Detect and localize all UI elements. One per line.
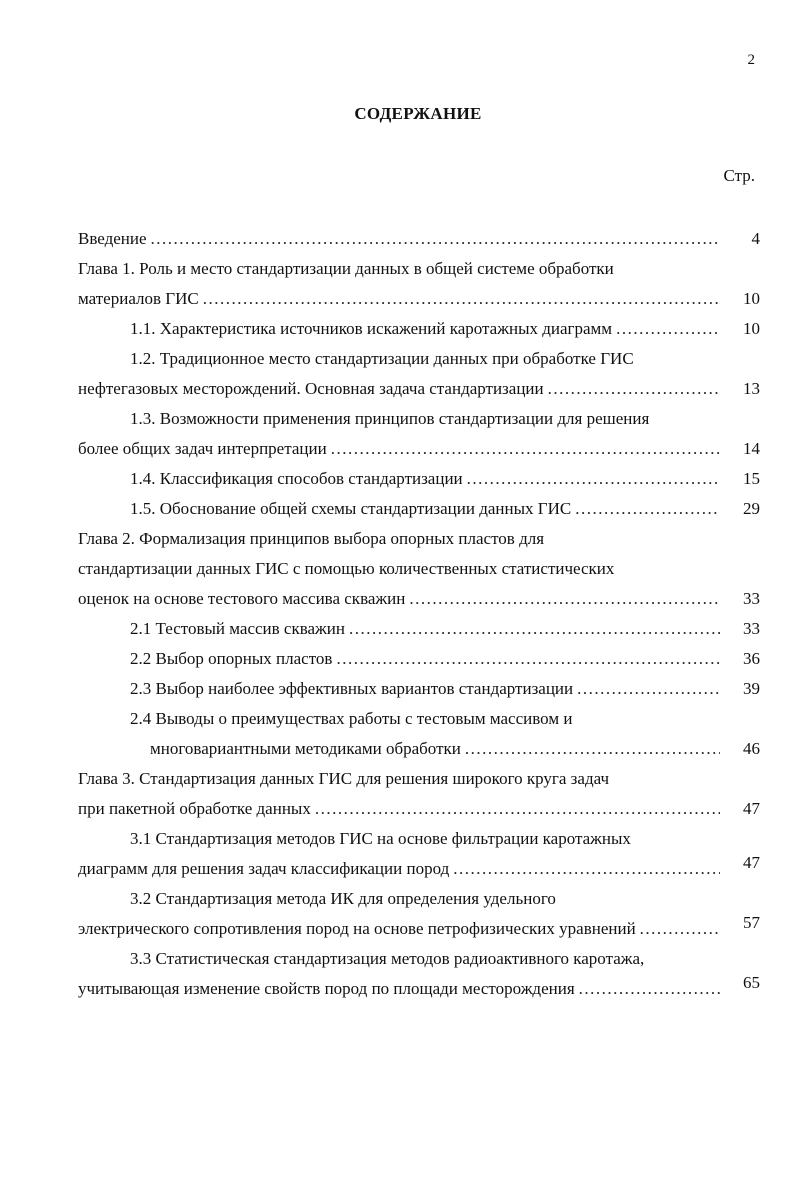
dot-leader: [467, 464, 720, 494]
toc-page-number: 57: [743, 913, 760, 932]
toc-entry: [78, 644, 760, 674]
toc-entry-row: [78, 734, 760, 764]
toc-entry: [78, 674, 760, 704]
dot-leader: [579, 974, 720, 1004]
toc-entry-text: электрического сопротивления пород на основе петрофизических уравнений: [78, 919, 636, 938]
dot-leader: [577, 674, 720, 704]
toc-page-number: 39: [743, 679, 760, 698]
toc-entry-row: [78, 494, 760, 524]
toc-entry-row: [78, 644, 760, 674]
dot-leader: [331, 434, 720, 464]
toc-entry-text: 2.2 Выбор опорных пластов: [130, 649, 333, 668]
toc-entry-row: [78, 674, 760, 704]
toc-entry-row: [78, 854, 760, 884]
dot-leader: [409, 584, 720, 614]
toc-entry: [78, 824, 760, 884]
toc-entry: [78, 464, 760, 494]
toc-entry-row: [78, 464, 760, 494]
toc-entry: [78, 614, 760, 644]
toc-entry-text: 2.3 Выбор наиболее эффективных вариантов стандартизации: [130, 679, 574, 698]
toc-entry-text: 3.3 Статистическая стандартизация методов радиоактивного каротажа,: [130, 949, 645, 968]
dot-leader: [336, 644, 720, 674]
toc-entry-text: Глава 1. Роль и место стандартизации данных в общей системе обработки: [78, 259, 614, 278]
toc-page-number: 29: [743, 499, 760, 518]
toc-entry: [78, 224, 760, 254]
toc-page-number: 65: [743, 973, 760, 992]
toc-page-number: 10: [743, 289, 760, 308]
toc-page-number: 33: [743, 589, 760, 608]
toc-entry-text: учитывающая изменение свойств пород по площади месторождения: [78, 979, 575, 998]
toc-page-number: 13: [743, 379, 760, 398]
toc-entry: [78, 944, 760, 1004]
toc-entry-row: [78, 914, 760, 944]
toc-page-number: 36: [743, 649, 760, 668]
dot-leader: [453, 854, 720, 884]
toc-entry: [78, 494, 760, 524]
toc-entry-text: оценок на основе тестового массива скважин: [78, 589, 406, 608]
toc-entry-row: [78, 314, 760, 344]
toc-entry-text: 1.1. Характеристика источников искажений каротажных диаграмм: [130, 319, 613, 338]
toc-entry-text: стандартизации данных ГИС с помощью количественных статистических: [78, 559, 615, 578]
toc-entry-row: [78, 284, 760, 314]
dot-leader: [465, 734, 720, 764]
toc-entry-text: 1.2. Традиционное место стандартизации данных при обработке ГИС: [130, 349, 634, 368]
table-of-contents: [78, 224, 760, 1004]
toc-page-number: 33: [743, 619, 760, 638]
dot-leader: [575, 494, 720, 524]
pages-column-label: Стр.: [723, 166, 755, 185]
toc-entry-text: диаграмм для решения задач классификации пород: [78, 859, 450, 878]
toc-entry-text: 1.5. Обоснование общей схемы стандартизации данных ГИС: [130, 499, 572, 518]
toc-entry-text: Глава 2. Формализация принципов выбора опорных пластов для: [78, 529, 545, 548]
toc-entry-text: 2.4 Выводы о преимуществах работы с тестовым массивом и: [130, 709, 573, 728]
toc-entry-text: нефтегазовых месторождений. Основная задача стандартизации: [78, 379, 544, 398]
toc-page-number: 47: [743, 799, 760, 818]
toc-entry-text: Введение: [78, 229, 147, 248]
toc-entry: [78, 344, 760, 404]
dot-leader: [640, 914, 720, 944]
toc-entry-text: 3.1 Стандартизация методов ГИС на основе фильтрации каротажных: [130, 829, 631, 848]
toc-entry: [78, 404, 760, 464]
toc-entry-text: 3.2 Стандартизация метода ИК для определения удельного: [130, 889, 556, 908]
toc-entry-row: [78, 794, 760, 824]
toc-entry-text: при пакетной обработке данных: [78, 799, 311, 818]
toc-entry: [78, 524, 760, 614]
page-number: 2: [747, 52, 755, 68]
toc-entry-text: материалов ГИС: [78, 289, 199, 308]
toc-entry-text: 1.3. Возможности применения принципов стандартизации для решения: [130, 409, 650, 428]
toc-page-number: 46: [743, 739, 760, 758]
toc-page-number: 4: [751, 229, 760, 248]
dot-leader: [203, 284, 720, 314]
dot-leader: [349, 614, 720, 644]
toc-entry-row: [78, 614, 760, 644]
toc-page-number: 47: [743, 853, 760, 872]
toc-entry: [78, 314, 760, 344]
toc-entry: [78, 764, 760, 824]
toc-page-number: 14: [743, 439, 760, 458]
toc-entry: [78, 704, 760, 764]
toc-entry-row: [78, 584, 760, 614]
toc-page-number: 10: [743, 319, 760, 338]
toc-entry-row: [78, 224, 760, 254]
toc-entry-text: Глава 3. Стандартизация данных ГИС для решения широкого круга задач: [78, 769, 610, 788]
toc-entry-row: [78, 974, 760, 1004]
toc-entry-text: 2.1 Тестовый массив скважин: [130, 619, 345, 638]
toc-entry-row: [78, 374, 760, 404]
toc-entry: [78, 254, 760, 314]
toc-entry-row: [78, 434, 760, 464]
toc-entry-text: более общих задач интерпретации: [78, 439, 327, 458]
toc-entry: [78, 884, 760, 944]
dot-leader: [315, 794, 720, 824]
toc-page-number: 15: [743, 469, 760, 488]
page-title: СОДЕРЖАНИЕ: [354, 104, 482, 123]
dot-leader: [151, 224, 720, 254]
toc-entry-text: многовариантными методиками обработки: [150, 739, 461, 758]
dot-leader: [548, 374, 720, 404]
toc-entry-text: 1.4. Классификация способов стандартизации: [130, 469, 463, 488]
dot-leader: [616, 314, 720, 344]
